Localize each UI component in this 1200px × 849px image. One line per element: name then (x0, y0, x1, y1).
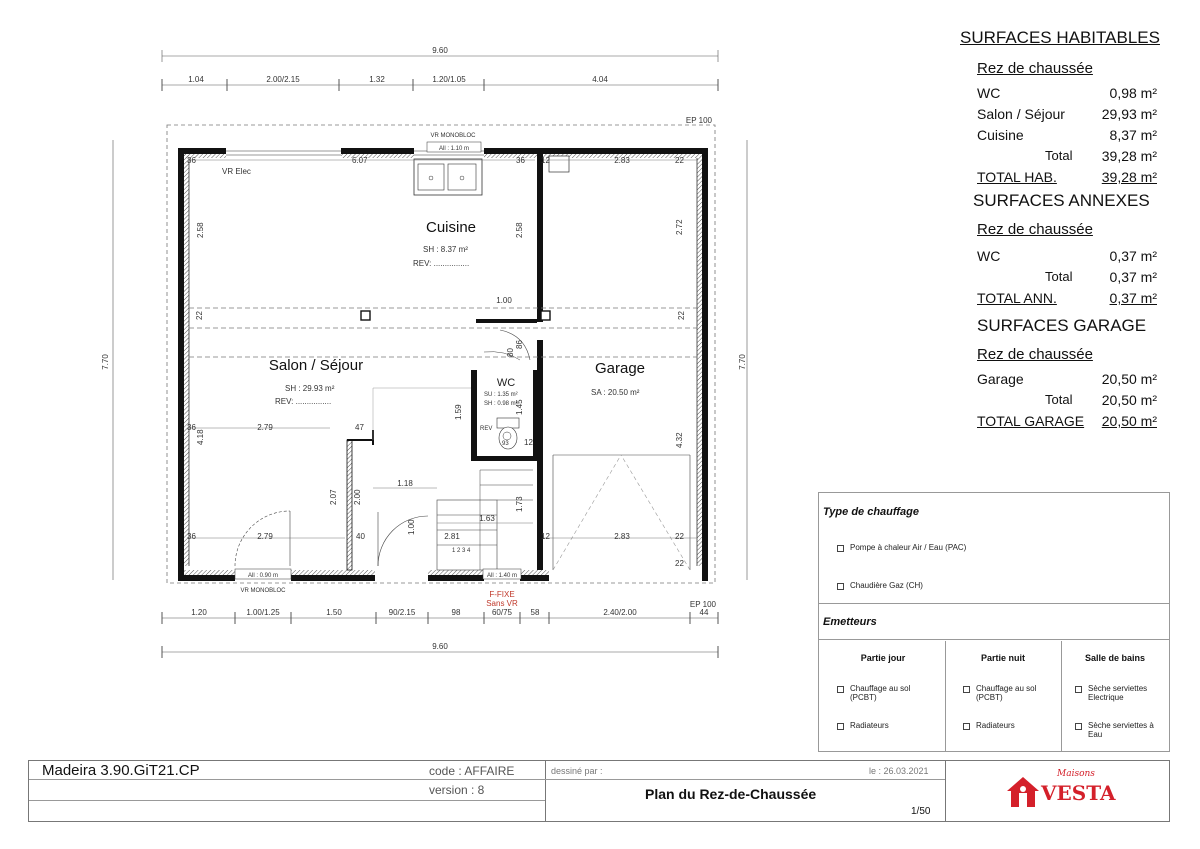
drawn-by: dessiné par : (551, 766, 603, 776)
room-wc-sh: SH : 0.98 m² (484, 401, 518, 407)
col-salle-bains: Salle de bains (1084, 653, 1146, 663)
sheet-title: Plan du Rez-de-Chaussée (645, 786, 817, 802)
habitables-row: Cuisine 8,37 m² (977, 127, 1157, 143)
svg-text:98: 98 (451, 608, 461, 617)
svg-text:2.58: 2.58 (515, 222, 524, 238)
habitables-grand-total: TOTAL HAB. 39,28 m² (977, 169, 1157, 185)
dim-607: 6.07 (352, 156, 368, 165)
room-salon-sh: SH : 29.93 m² (285, 384, 335, 393)
svg-text:12: 12 (541, 156, 550, 165)
svg-text:1.18: 1.18 (397, 479, 413, 488)
svg-text:1.00: 1.00 (496, 296, 512, 305)
svg-text:86: 86 (515, 340, 524, 349)
room-salon-rev: REV: ................ (275, 397, 332, 406)
svg-text:1.45: 1.45 (515, 399, 524, 415)
svg-text:2.07: 2.07 (329, 489, 338, 505)
dimension-bottom-segments (162, 608, 718, 624)
emetteurs-title: Emetteurs (823, 616, 877, 628)
dim-total-top: 9.60 (432, 46, 448, 55)
habitables-row: Salon / Séjour 29,93 m² (977, 106, 1157, 122)
svg-text:47: 47 (355, 423, 364, 432)
option-ch[interactable]: Chaudière Gaz (CH) (837, 581, 923, 590)
svg-text:2.00: 2.00 (353, 489, 362, 505)
vesta-logo: Maisons VESTA (1005, 769, 1105, 813)
all-140: All : 1.40 m (486, 573, 518, 579)
garage-row: Garage 20,50 m² (977, 371, 1157, 387)
svg-text:4.18: 4.18 (196, 429, 205, 445)
annexes-total: Total 0,37 m² (1045, 269, 1157, 285)
room-wc-rev: REV (480, 426, 493, 432)
svg-text:93: 93 (502, 441, 509, 447)
svg-text:9.60: 9.60 (432, 642, 448, 651)
checkbox-icon[interactable] (1075, 686, 1082, 693)
svg-text:40: 40 (356, 532, 365, 541)
surfaces-summary (955, 24, 1185, 431)
inner-guides (189, 160, 697, 538)
vr-elec: VR Elec (222, 167, 251, 176)
ep-top: EP 100 (685, 116, 712, 125)
svg-text:12: 12 (524, 438, 533, 447)
checkbox-icon[interactable] (837, 583, 844, 590)
all-110: All : 1.10 m (438, 146, 470, 152)
svg-text:1.20: 1.20 (191, 608, 207, 617)
checkbox-icon[interactable] (1075, 723, 1082, 730)
dim-top-4: 1.20/1.05 (432, 75, 466, 84)
date: le : 26.03.2021 (869, 766, 929, 776)
col-partie-jour: Partie jour (860, 653, 906, 663)
svg-text:22: 22 (675, 156, 684, 165)
bain-eau[interactable]: Sèche serviettes à Eau (1075, 721, 1154, 739)
habitables-row: WC 0,98 m² (977, 85, 1157, 101)
kitchen-sink (414, 159, 482, 195)
svg-text:2.40/2.00: 2.40/2.00 (603, 608, 637, 617)
habitables-total: Total 39,28 m² (1045, 148, 1157, 164)
svg-text:60/75: 60/75 (491, 608, 513, 617)
svg-text:1.50: 1.50 (326, 608, 342, 617)
svg-text:2.72: 2.72 (675, 219, 684, 235)
dim-top-3: 1.32 (369, 75, 385, 84)
svg-text:1.59: 1.59 (454, 404, 463, 420)
checkbox-icon[interactable] (963, 686, 970, 693)
dim-right-total: 7.70 (738, 354, 747, 370)
annexes-grand-total: TOTAL ANN. 0,37 m² (977, 290, 1157, 306)
checkbox-icon[interactable] (963, 723, 970, 730)
annexes-level: Rez de chaussée (977, 221, 1093, 238)
svg-text:90/2.15: 90/2.15 (388, 608, 416, 617)
garage-door (553, 455, 690, 570)
col-partie-nuit: Partie nuit (980, 653, 1025, 663)
svg-text:44: 44 (699, 608, 709, 617)
habitables-level: Rez de chaussée (977, 60, 1093, 77)
svg-text:2.79: 2.79 (257, 532, 273, 541)
garage-level: Rez de chaussée (977, 346, 1093, 363)
heating-type-title: Type de chauffage (823, 506, 919, 518)
room-garage-sa: SA : 20.50 m² (591, 388, 640, 397)
dim-top-1: 1.04 (188, 75, 204, 84)
room-salon-name: Salon / Séjour (268, 357, 364, 374)
svg-text:2.81: 2.81 (444, 532, 460, 541)
model-name: Madeira 3.90.GiT21.CP (42, 762, 200, 779)
title-block (28, 760, 1170, 822)
room-wc-name: WC (496, 377, 516, 389)
scale: 1/50 (911, 806, 931, 817)
checkbox-icon[interactable] (837, 723, 844, 730)
stairs-numbers: 1 2 3 4 (452, 548, 471, 554)
dim-top-5: 4.04 (592, 75, 608, 84)
garage-grand-total: TOTAL GARAGE 20,50 m² (977, 413, 1157, 429)
f-fixe: F-FIXE (489, 590, 515, 599)
svg-text:1.00: 1.00 (407, 519, 416, 535)
dimension-top-segments (162, 75, 718, 91)
svg-text:1.00/1.25: 1.00/1.25 (246, 608, 280, 617)
garage-title: SURFACES GARAGE (977, 316, 1147, 335)
svg-text:36: 36 (187, 156, 196, 165)
room-kitchen-sh: SH : 8.37 m² (423, 245, 468, 254)
room-garage-name: Garage (594, 360, 646, 377)
dimension-left (101, 140, 113, 580)
svg-text:58: 58 (530, 608, 540, 617)
dimension-right (738, 140, 747, 580)
dim-top-2: 2.00/2.15 (266, 75, 300, 84)
svg-text:2.83: 2.83 (614, 156, 630, 165)
svg-text:36: 36 (187, 532, 196, 541)
bain-electrique[interactable]: Sèche serviettes Electrique (1075, 684, 1147, 702)
svg-text:2.79: 2.79 (257, 423, 273, 432)
svg-text:80: 80 (506, 348, 515, 357)
sans-vr: Sans VR (486, 599, 518, 608)
dimension-bottom-total (162, 642, 718, 658)
version: version : 8 (429, 783, 485, 797)
checkbox-icon[interactable] (837, 686, 844, 693)
svg-text:2.58: 2.58 (196, 222, 205, 238)
svg-text:36: 36 (187, 423, 196, 432)
option-pac[interactable]: Pompe à chaleur Air / Eau (PAC) (837, 543, 966, 552)
nuit-sol[interactable]: Chauffage au sol (PCBT) (963, 684, 1036, 702)
code-affaire: code : AFFAIRE (429, 764, 515, 778)
annexes-row: WC 0,37 m² (977, 248, 1157, 264)
jour-sol[interactable]: Chauffage au sol (PCBT) (837, 684, 910, 702)
svg-text:22: 22 (675, 532, 684, 541)
habitables-title: SURFACES HABITABLES (960, 28, 1160, 47)
svg-text:1.73: 1.73 (515, 496, 524, 512)
svg-text:22: 22 (675, 559, 684, 568)
heating-panel (818, 492, 1170, 752)
all-090: All : 0.90 m (247, 573, 279, 579)
svg-text:4.32: 4.32 (675, 432, 684, 448)
svg-text:12: 12 (541, 532, 550, 541)
garage-total: Total 20,50 m² (1045, 392, 1157, 408)
nuit-radiateurs[interactable]: Radiateurs (963, 721, 1015, 730)
annexes-title: SURFACES ANNEXES (973, 191, 1150, 210)
room-wc-su: SU : 1.35 m² (484, 392, 518, 398)
room-kitchen-name: Cuisine (425, 219, 477, 236)
dimension-top-total (162, 46, 718, 62)
svg-text:22: 22 (677, 311, 686, 320)
vr-monobloc-top: VR MONOBLOC (430, 133, 476, 139)
svg-text:22: 22 (195, 311, 204, 320)
svg-text:36: 36 (516, 156, 525, 165)
checkbox-icon[interactable] (837, 545, 844, 552)
dim-left-total: 7.70 (101, 354, 110, 370)
svg-text:1.63: 1.63 (479, 514, 495, 523)
vr-monobloc-bottom: VR MONOBLOC (240, 588, 286, 594)
jour-radiateurs[interactable]: Radiateurs (837, 721, 889, 730)
room-kitchen-rev: REV: ................ (413, 259, 470, 268)
ep-bottom: EP 100 (689, 600, 716, 609)
svg-text:2.83: 2.83 (614, 532, 630, 541)
